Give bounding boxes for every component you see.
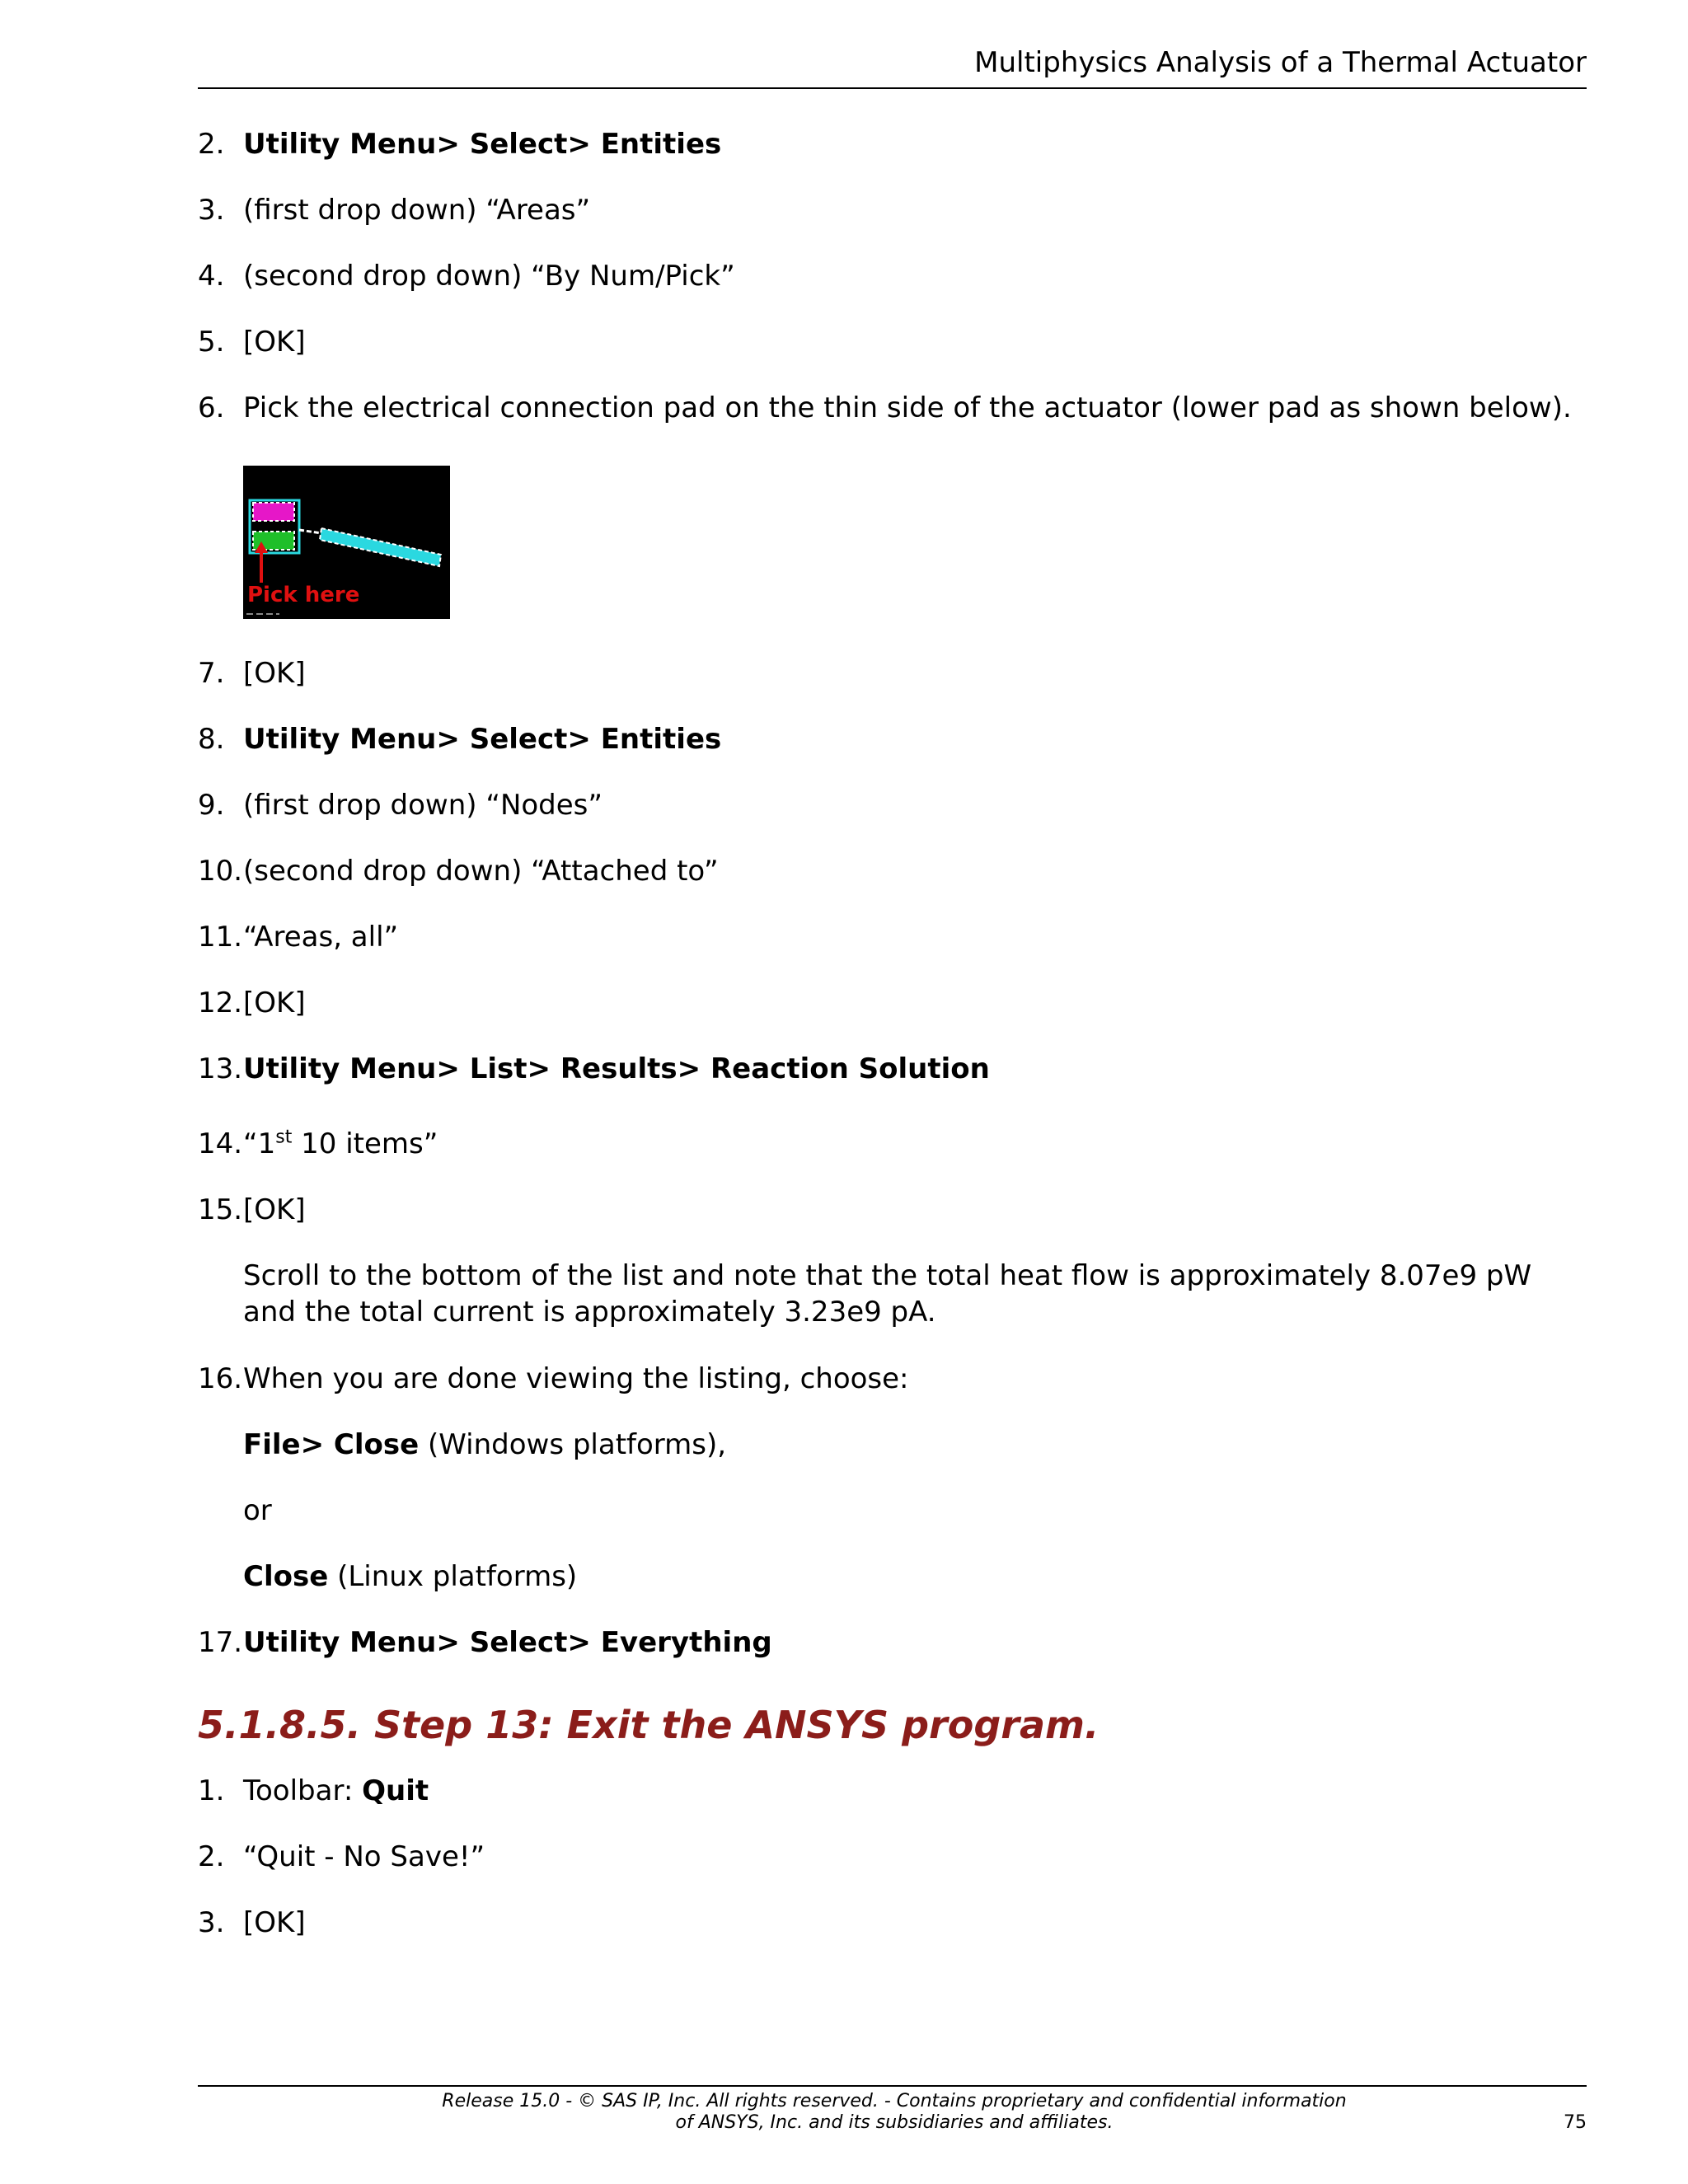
step-text: (second drop down) “Attached to” — [243, 855, 719, 888]
footer-copyright — [363, 2091, 1426, 2134]
step-number: 3. — [198, 1906, 225, 1939]
step-number: 10. — [198, 855, 243, 888]
connector-arm — [299, 530, 321, 533]
step-3 — [198, 194, 590, 227]
step-number: 11. — [198, 921, 243, 954]
step-text: “Areas, all” — [243, 921, 399, 954]
step-text: [OK] — [243, 657, 306, 690]
step-4 — [198, 260, 735, 293]
step-number: 17. — [198, 1626, 243, 1659]
actuator-diagram — [243, 466, 450, 619]
step-number: 7. — [198, 657, 225, 690]
step-number: 3. — [198, 194, 225, 227]
step-9 — [198, 789, 603, 822]
step-8 — [198, 723, 721, 756]
step-text-pre: “1 — [243, 1127, 276, 1160]
step-number: 2. — [198, 1840, 225, 1873]
step-number: 8. — [198, 723, 225, 756]
step-2 — [198, 128, 721, 161]
step-16 — [198, 1362, 909, 1395]
platform-note: (Windows platforms), — [419, 1428, 727, 1461]
pick-here-label: Pick here — [247, 583, 360, 607]
step-number: 15. — [198, 1193, 243, 1226]
running-header: Multiphysics Analysis of a Thermal Actuator — [974, 46, 1587, 79]
step-12 — [198, 987, 306, 1019]
menu-path: Utility Menu> Select> Entities — [243, 128, 722, 161]
step-14 — [198, 1127, 438, 1160]
step-text: When you are done viewing the listing, choose: — [243, 1362, 909, 1395]
step-text: (first drop down) “Areas” — [243, 194, 591, 227]
menu-path: Close — [243, 1560, 329, 1593]
step-number: 1. — [198, 1774, 225, 1807]
step-text: (second drop down) “By Num/Pick” — [243, 260, 735, 293]
step-number: 14. — [198, 1127, 243, 1160]
menu-path: File> Close — [243, 1428, 420, 1461]
actuator-pick-figure — [243, 466, 450, 619]
or-text: or — [243, 1494, 272, 1527]
step-text: [OK] — [243, 1193, 306, 1226]
step-13 — [198, 1052, 990, 1085]
step-number: 2. — [198, 128, 225, 161]
step-text: Toolbar: — [243, 1774, 363, 1807]
actuator-beam — [320, 528, 441, 566]
step-text: (first drop down) “Nodes” — [243, 789, 603, 822]
close-windows-instruction — [243, 1428, 726, 1461]
step-number: 13. — [198, 1052, 243, 1085]
step-number: 4. — [198, 260, 225, 293]
step-text: [OK] — [243, 1906, 306, 1939]
exit-step-3 — [198, 1906, 306, 1939]
step-text-post: 10 items” — [292, 1127, 438, 1160]
step-6 — [198, 391, 1572, 424]
step-7 — [198, 657, 306, 690]
step-text: “Quit - No Save!” — [243, 1840, 485, 1873]
step-number: 6. — [198, 391, 225, 424]
menu-path: Utility Menu> Select> Entities — [243, 723, 722, 756]
step-10 — [198, 855, 719, 888]
header-rule — [198, 87, 1587, 89]
upper-pad — [253, 503, 294, 521]
platform-note: (Linux platforms) — [328, 1560, 578, 1593]
footer-line-2: of ANSYS, Inc. and its subsidiaries and affiliates. — [675, 2112, 1114, 2133]
step-text: [OK] — [243, 987, 306, 1019]
exit-step-2 — [198, 1840, 485, 1873]
section-heading: 5.1.8.5. Step 13: Exit the ANSYS program. — [198, 1703, 1100, 1747]
step-15 — [198, 1193, 306, 1226]
exit-step-1 — [198, 1774, 429, 1807]
footer-rule — [198, 2085, 1587, 2087]
step-number: 12. — [198, 987, 243, 1019]
step-text: Pick the electrical connection pad on the thin side of the actuator (lower pad as shown below). — [243, 391, 1572, 424]
step-number: 9. — [198, 789, 225, 822]
step-text: [OK] — [243, 326, 306, 359]
close-linux-instruction — [243, 1560, 577, 1593]
page-number: 75 — [1564, 2112, 1587, 2133]
ordinal-suffix: st — [275, 1127, 293, 1148]
step-17 — [198, 1626, 772, 1659]
menu-path: Utility Menu> Select> Everything — [243, 1626, 772, 1659]
step-5 — [198, 326, 306, 359]
step-11 — [198, 921, 398, 954]
step-number: 16. — [198, 1362, 243, 1395]
step-number: 5. — [198, 326, 225, 359]
footer-line-1: Release 15.0 - © SAS IP, Inc. All rights reserved. - Contains proprietary and confidential information — [442, 2091, 1347, 2111]
toolbar-button-name: Quit — [362, 1774, 429, 1807]
heat-flow-note: Scroll to the bottom of the list and note that the total heat flow is approximately 8.07e9 pW and the total current is approximately 3.23e9 pA. — [243, 1259, 1532, 1329]
menu-path: Utility Menu> List> Results> Reaction Solution — [243, 1052, 990, 1085]
